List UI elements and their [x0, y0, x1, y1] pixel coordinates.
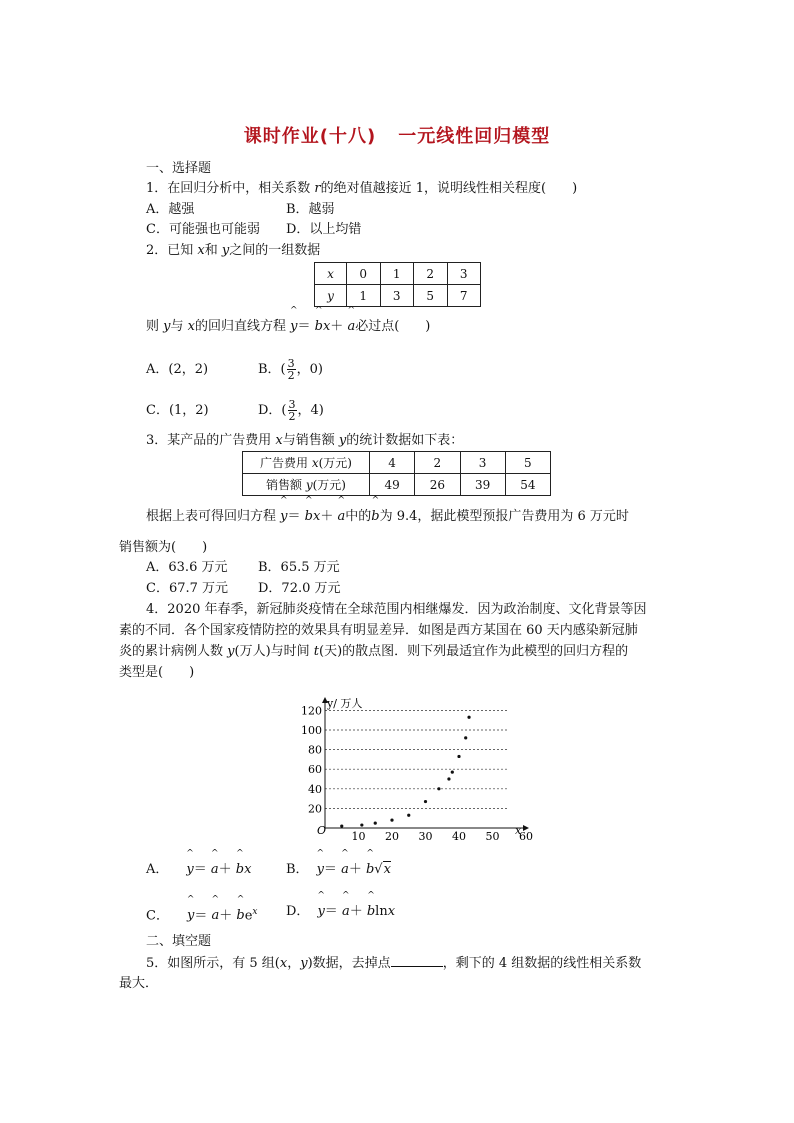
x-tick-label: 10: [351, 830, 366, 840]
y-tick-label: 20: [308, 802, 322, 816]
page-title: [0, 122, 794, 148]
q5-line1: 5．如图所示，有 5 组(x，y)数据，去掉点 ，剩下的 4 组数据的线性相关系数: [146, 956, 642, 971]
q1-option-b: B．越弱: [286, 202, 335, 217]
x-axis-label: x: [515, 824, 522, 837]
q2-option-d: D．( $\frac{3}{2}$ ，4): [258, 398, 324, 423]
table-row: 销售额 y(万元) 49 26 39 54: [243, 474, 551, 496]
scatter-point: [464, 736, 467, 739]
x-tick-label: 20: [385, 830, 399, 840]
title-part2: 一元线性回归模型: [398, 126, 551, 147]
q4-option-d: D．^ y＝ ^ a＋ ^ blnx: [286, 903, 395, 921]
scatter-point: [374, 822, 377, 825]
y-tick-label: 100: [301, 724, 322, 737]
scatter-point: [424, 800, 427, 803]
q4-line4: 类型是( ): [119, 665, 195, 680]
y-tick-label: 40: [308, 782, 322, 796]
q5-line2: 最大．: [119, 976, 159, 991]
y-axis-label: y/ 万人: [327, 697, 363, 710]
x-tick-label: 60: [519, 830, 533, 840]
scatter-point: [340, 824, 343, 827]
q3-option-c: C．67.7 万元: [146, 581, 229, 596]
q1-option-d: D．以上均错: [286, 222, 362, 237]
q1-stem: 1．在回归分析中，相关系数 r的绝对值越接近 1，说明线性相关程度( ): [146, 181, 578, 196]
x-tick-label: 40: [452, 830, 466, 840]
y-tick-label: 60: [308, 763, 322, 777]
q2-regression-line: 则 y与 x的回归直线方程 ^ y＝ ^ bx＋ ^ a必过点( ): [146, 318, 430, 336]
y-tick-label: 80: [308, 743, 322, 757]
scatter-chart: [300, 690, 540, 840]
scatter-point: [407, 814, 410, 817]
q2-stem: 2．已知 x和 y之间的一组数据: [146, 243, 321, 258]
q3-line2: 销售额为( ): [119, 540, 208, 555]
q4-line3: 炎的累计病例人数 y(万人)与时间 t(天)的散点图．则下列最适宜作为此模型的回归方程的: [119, 644, 629, 659]
scatter-point: [451, 771, 454, 774]
var-y: y: [163, 319, 171, 334]
scatter-point: [467, 716, 470, 719]
q4-option-c: C．^ y＝ ^ a＋ ^ $be^x$: [146, 903, 257, 925]
q3-data-table: [242, 451, 551, 496]
q1-option-c: C．可能强也可能弱: [146, 222, 260, 237]
table-row: 广告费用 x(万元) 4 2 3 5: [243, 452, 551, 474]
q4-line1: 4．2020 年春季，新冠肺炎疫情在全球范围内相继爆发．因为政治制度、文化背景等因: [146, 602, 647, 617]
q1-option-a: A．越强: [146, 202, 195, 217]
q4-option-a: A．^ y＝ ^ a＋ ^ bx: [146, 861, 251, 879]
q2-option-a: A．(2，2): [146, 362, 209, 377]
title-part1: 课时作业(十八): [243, 126, 377, 147]
q3-option-a: A．63.6 万元: [146, 560, 228, 575]
q3-line1: 根据上表可得回归方程 ^ y＝ ^ bx＋ ^ a中的^ b为 9.4，据此模型预报广告费用为 6 万元时: [146, 508, 629, 526]
section-heading-fill: 二、填空题: [146, 934, 212, 949]
q3-stem: 3．某产品的广告费用 x与销售额 y的统计数据如下表：: [146, 433, 464, 448]
scatter-point: [447, 777, 450, 780]
q3-option-b: B．65.5 万元: [258, 560, 340, 575]
scatter-point: [390, 819, 393, 822]
q3-option-d: D．72.0 万元: [258, 581, 341, 596]
table-row: y 1 3 5 7: [315, 285, 481, 307]
scatter-point: [360, 823, 363, 826]
y-tick-label: 120: [301, 704, 322, 718]
q4-option-b: B．^ y＝ ^ a＋ ^ b√x: [286, 861, 391, 879]
scatter-point: [437, 787, 440, 790]
x-tick-label: 50: [485, 830, 500, 840]
x-tick-label: 30: [418, 830, 433, 840]
q2-option-b: B．( $\frac{3}{2}$ ，0): [258, 357, 323, 382]
origin-label: O: [317, 824, 327, 837]
q5-answer-blank[interactable]: [391, 954, 443, 967]
section-heading-choice: 一、选择题: [146, 161, 212, 176]
q2-data-table: [314, 262, 481, 307]
scatter-point: [457, 755, 460, 758]
q4-line2: 素的不同．各个国家疫情防控的效果具有明显差异．如图是西方某国在 60 天内感染新冠肺: [119, 623, 638, 638]
table-row: x 0 1 2 3: [315, 263, 481, 285]
q2-option-c: C．(1，2): [146, 403, 209, 418]
